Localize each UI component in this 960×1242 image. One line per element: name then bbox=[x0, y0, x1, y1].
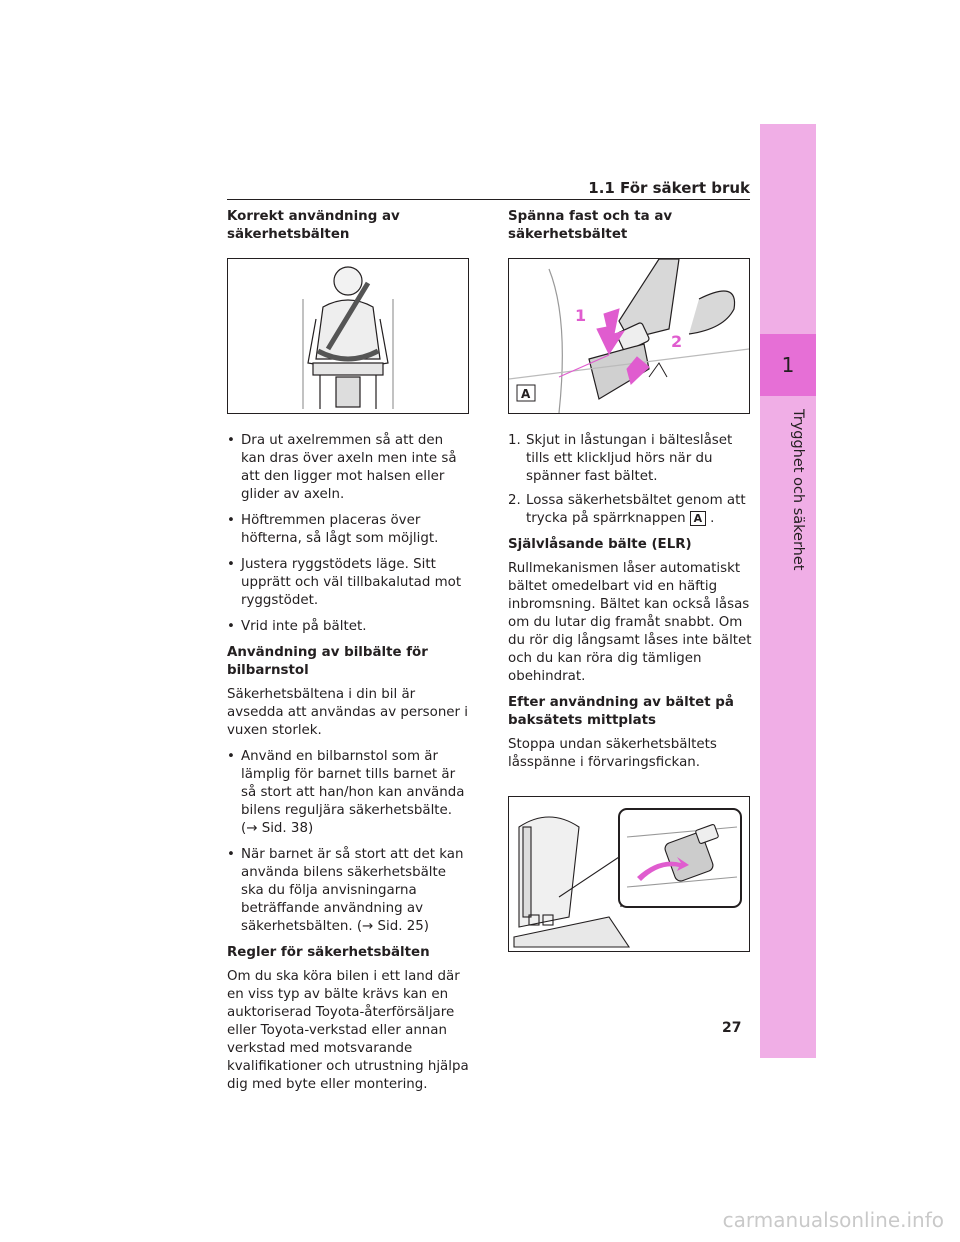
paragraph-rear-center: Stoppa undan säkerhetsbältets låsspänne i förvaringsfickan. bbox=[508, 737, 717, 770]
watermark: carmanualsonline.info bbox=[722, 1208, 944, 1232]
figure-rear-seat bbox=[508, 796, 750, 952]
heading-elr: Självlåsande bälte (ELR) bbox=[508, 537, 692, 552]
release-button-key: A bbox=[690, 511, 707, 526]
figure-seated-person bbox=[227, 258, 469, 414]
paragraph-elr: Rullmekanismen låser automatiskt bältet omedelbart vid en häftig inbromsning. Bältet kan också låsas om du lutar dig framåt snabbt. Om du rör dig långsamt låses inte bältet och du kan röra dig tämligen obehindrat. bbox=[508, 561, 752, 684]
page-number: 27 bbox=[722, 1020, 742, 1036]
list-item: • Höftremmen placeras över höfterna, så lågt som möjligt. bbox=[227, 513, 439, 546]
section-header: 1.1 För säkert bruk bbox=[588, 179, 750, 197]
paragraph-rules: Om du ska köra bilen i ett land där en viss typ av bälte krävs kan en auktoriserad Toyota-återförsäljare eller Toyota-verkstad eller annan verkstad med motsvarande kvalifikationer och utrustning hjälpa dig med byte eller montering. bbox=[227, 969, 469, 1092]
heading-rear-center: Efter användning av bältet på baksätets mittplats bbox=[508, 695, 734, 728]
heading-correct-use: Korrekt användning av säkerhetsbälten bbox=[227, 209, 400, 242]
heading-rules: Regler för säkerhetsbälten bbox=[227, 945, 430, 960]
list-item: 1. Skjut in låstungan i bälteslåset tills ett klickljud hörs när du spänner fast bältet. bbox=[508, 433, 733, 484]
heading-fasten-unfasten: Spänna fast och ta av säkerhetsbältet bbox=[508, 209, 673, 242]
figure-buckle bbox=[508, 258, 750, 414]
figure-label-1: 1 bbox=[575, 306, 587, 325]
paragraph-child-seat: Säkerhetsbältena i din bil är avsedda att användas av personer i vuxen storlek. bbox=[227, 687, 469, 738]
chapter-number: 1 bbox=[760, 334, 816, 396]
list-item: • Använd en bilbarnstol som är lämplig för barnet tills barnet är så stort att han/hon kan använda bilens reguljära säkerhetsbälte. (→ Sid. 38) bbox=[227, 749, 465, 836]
figure-label-a: A bbox=[521, 387, 531, 401]
correct-use-list bbox=[227, 432, 471, 636]
list-item: 2. Lossa säkerhetsbältet genom att trycka på spärrknappen A . bbox=[508, 493, 746, 526]
child-seat-list bbox=[227, 748, 471, 936]
fasten-steps bbox=[508, 432, 752, 528]
chapter-title: Trygghet och säkerhet bbox=[790, 409, 806, 571]
chapter-side-tab bbox=[760, 124, 816, 1058]
list-item: • Dra ut axelremmen så att den kan dras över axeln men inte så att den ligger mot halsen eller glider av axeln. bbox=[227, 433, 457, 502]
figure-label-2: 2 bbox=[671, 332, 683, 351]
list-item: • Justera ryggstödets läge. Sitt upprätt och väl tillbakalutad mot ryggstödet. bbox=[227, 557, 462, 608]
list-item: • När barnet är så stort att det kan använda bilens säkerhetsbälte ska du följa anvisningarna beträffande användning av säkerhetsbälten. (→ Sid. 25) bbox=[227, 847, 464, 934]
left-column bbox=[227, 208, 471, 1102]
right-column bbox=[508, 208, 752, 970]
list-item: • Vrid inte på bältet. bbox=[227, 619, 367, 634]
heading-child-seat: Användning av bilbälte för bilbarnstol bbox=[227, 645, 428, 678]
header-divider bbox=[227, 199, 750, 200]
